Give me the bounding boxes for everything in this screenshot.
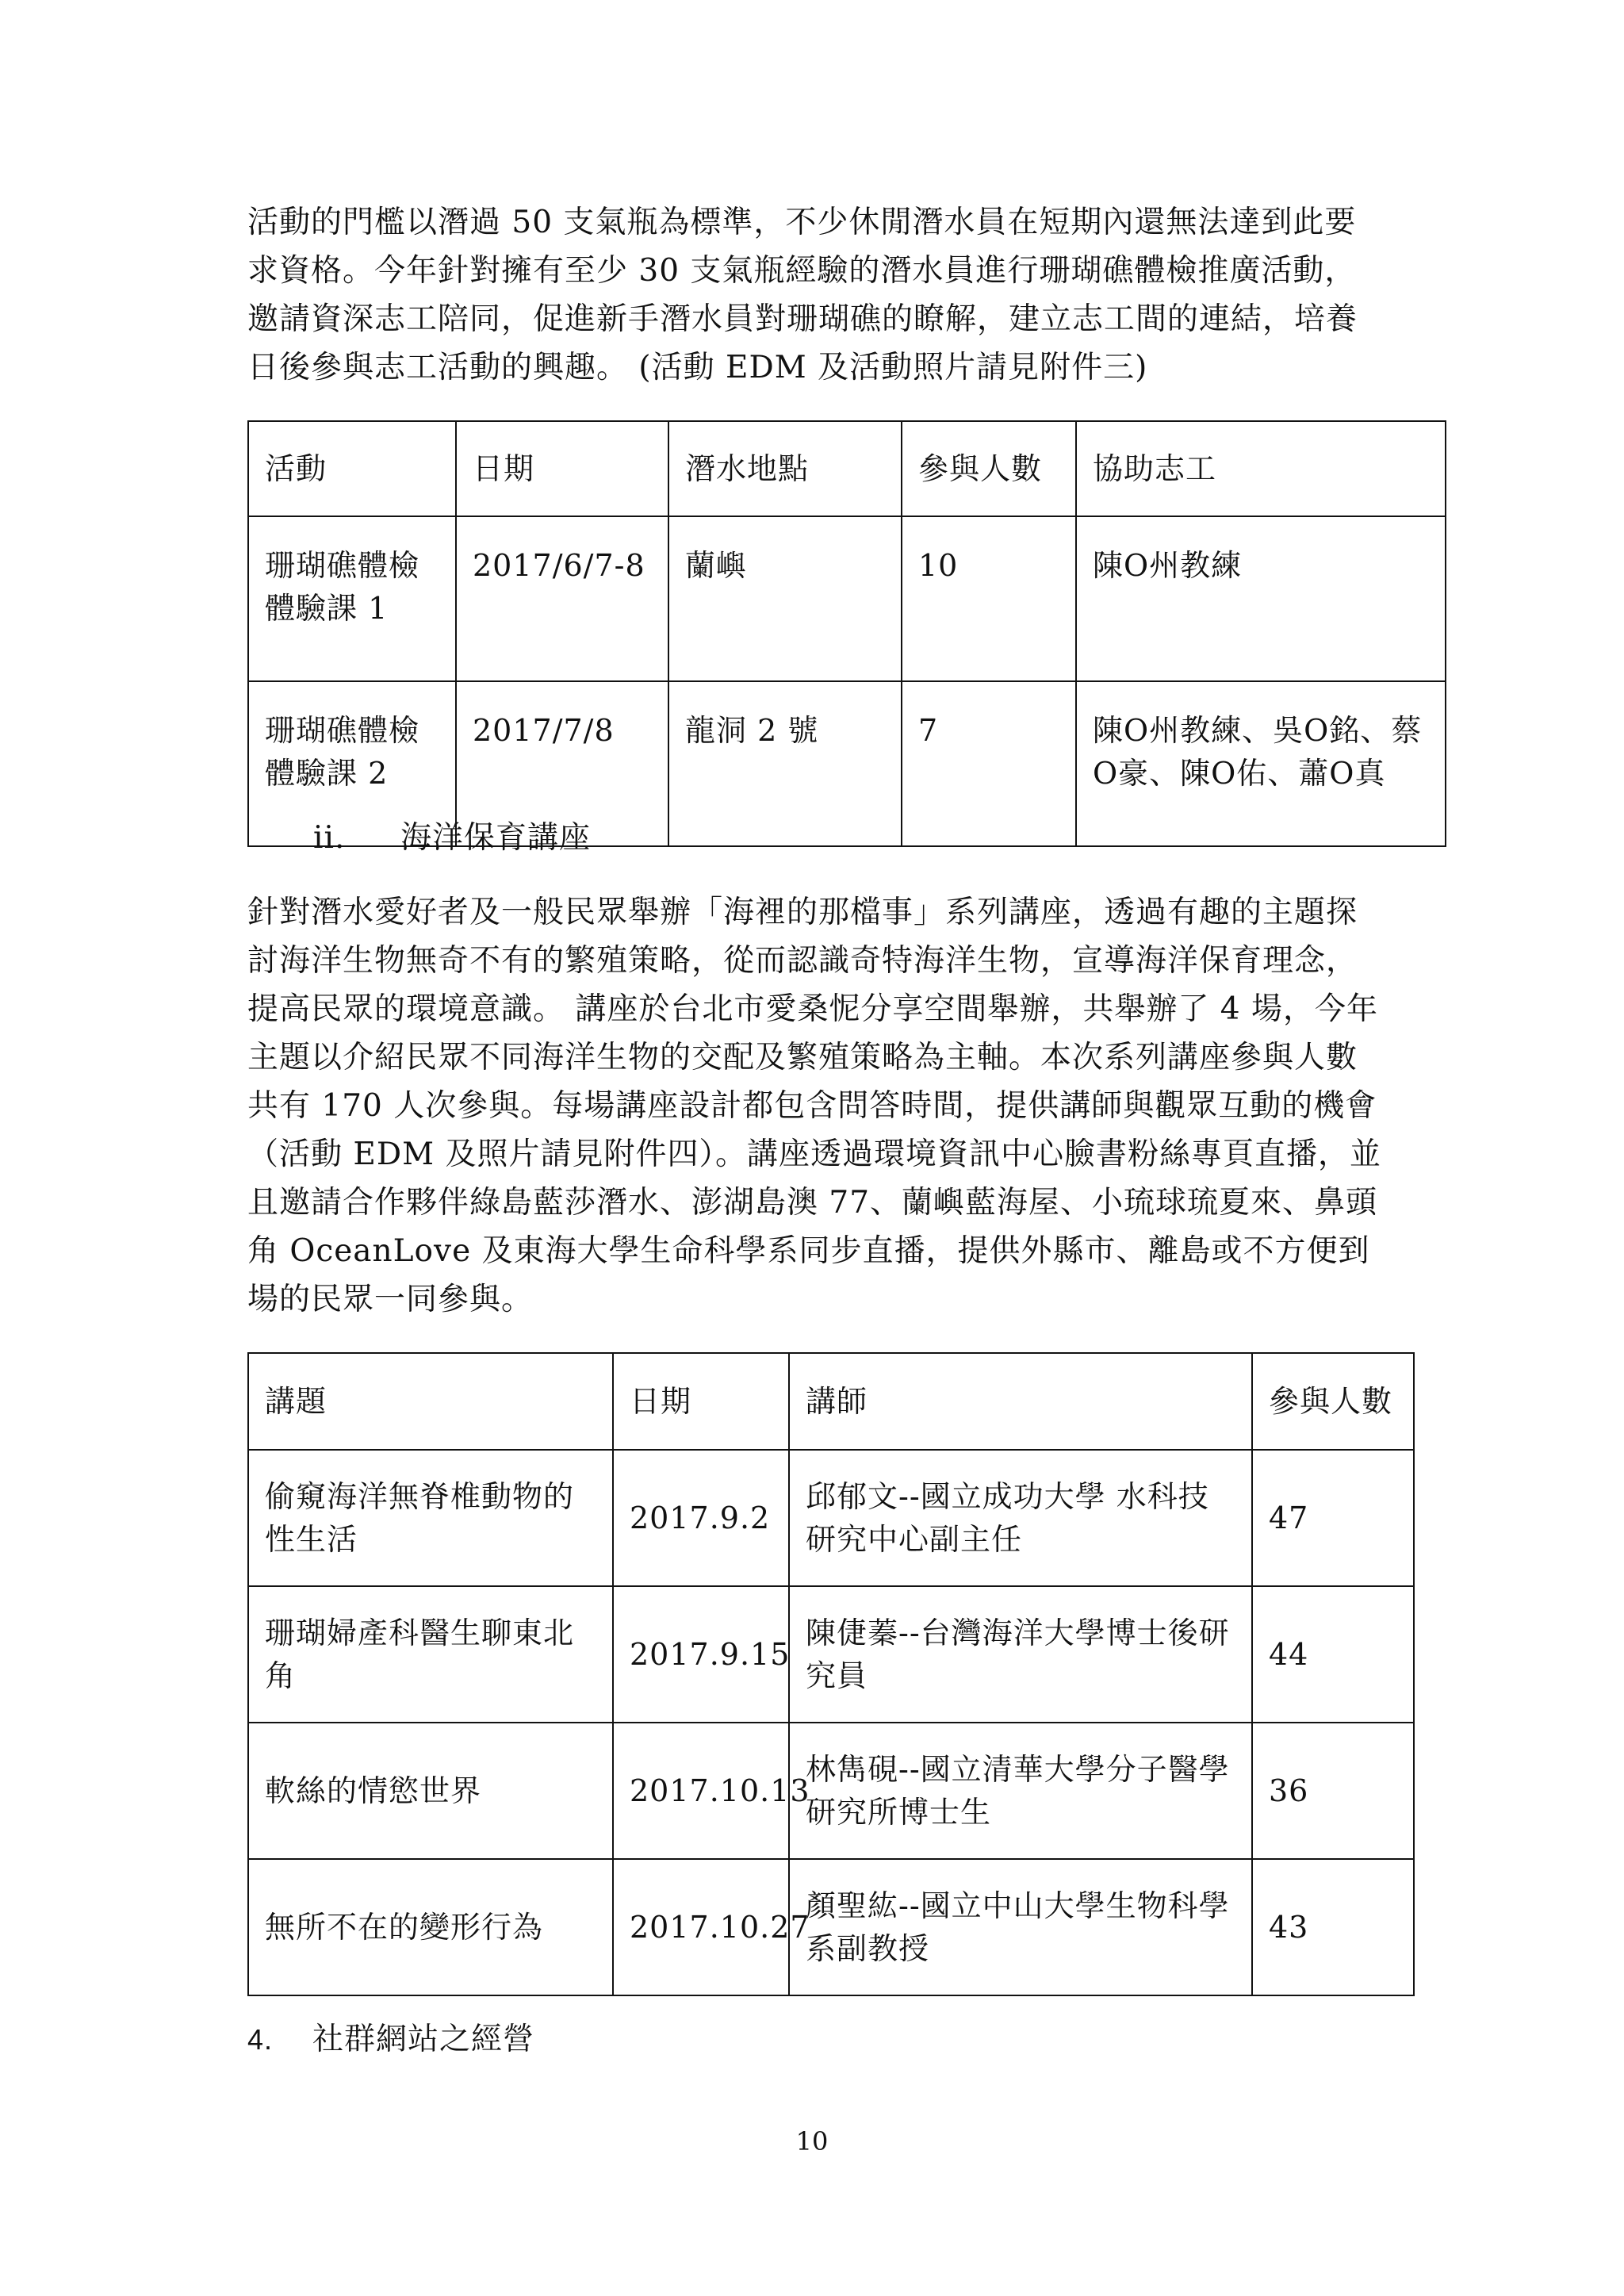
table-row [248,1723,1414,1859]
header-cell: 參與人數 [902,421,1076,516]
header-cell: 講師 [789,1353,1252,1450]
table-row [248,1859,1414,1995]
header-cell: 潛水地點 [668,421,902,516]
table-cell: 44 [1252,1586,1414,1723]
table-cell: 顏聖紘--國立中山大學生物科學系副教授 [789,1859,1252,1995]
header-cell: 日期 [613,1353,789,1450]
intro-paragraph: 活動的門檻以潛過 50 支氣瓶為標準，不少休閒潛水員在短期內還無法達到此要求資格。今年針對擁有至少 30 支氣瓶經驗的潛水員進行珊瑚礁體檢推廣活動，邀請資深志工陪同，促進新手潛水員對珊瑚礁的瞭解，建立志工間的連結，培養日後參與志工活動的興趣。 (活動 EDM 及活動照片請見附件三) [247,205,1358,385]
table-cell: 珊瑚婦產科醫生聊東北角 [248,1586,613,1723]
subsection-number: ii. [313,820,346,856]
table-cell: 陳O州教練 [1076,516,1446,681]
table-cell: 47 [1252,1450,1414,1586]
table-row [248,1586,1414,1723]
table-cell: 2017/7/8 [456,681,668,846]
header-cell: 活動 [248,421,456,516]
lecture-paragraph: 針對潛水愛好者及一般民眾舉辦「海裡的那檔事」系列講座，透過有趣的主題探討海洋生物無奇不有的繁殖策略，從而認識奇特海洋生物，宣導海洋保育理念，提高民眾的環境意識。 講座於台北市愛桑怩分享空間舉辦，共舉辦了 4 場，今年主題以介紹民眾不同海洋生物的交配及繁殖策略為主軸。本次系列講座參與人數共有 170 人次參與。每場講座設計都包含問答時間，提供講師與觀眾互動的機會（活動 EDM 及照片請見附件四）。講座透過環境資訊中心臉書粉絲專頁直播，並且邀請合作夥伴綠島藍莎潛水、澎湖島澳 77、蘭嶼藍海屋、小琉球琉夏來、鼻頭角 OceanLove 及東海大學生命科學系同步直播，提供外縣市、離島或不方便到場的民眾一同參與。 [247,895,1381,1317]
table-cell: 36 [1252,1723,1414,1859]
table-cell: 偷窺海洋無脊椎動物的性生活 [248,1450,613,1586]
table-cell: 邱郁文--國立成功大學 水科技研究中心副主任 [789,1450,1252,1586]
table-cell: 2017/6/7-8 [456,516,668,681]
table-cell: 珊瑚礁體檢體驗課 1 [248,516,456,681]
table-header-row [248,1353,1414,1450]
table-cell: 龍洞 2 號 [668,681,902,846]
table-cell: 2017.9.2 [613,1450,789,1586]
header-cell: 講題 [248,1353,613,1450]
table-cell: 2017.10.27 [613,1859,789,1995]
header-cell: 協助志工 [1076,421,1446,516]
table-cell: 珊瑚礁體檢體驗課 2 [248,681,456,846]
table-cell: 軟絲的情慾世界 [248,1723,613,1859]
subsection-heading [313,817,591,860]
subsection-title: 海洋保育講座 [400,820,592,856]
header-cell: 參與人數 [1252,1353,1414,1450]
table-cell: 10 [902,516,1076,681]
table-row [248,516,1446,681]
table-cell: 43 [1252,1859,1414,1995]
table-cell: 無所不在的變形行為 [248,1859,613,1995]
table-header-row [248,421,1446,516]
header-cell: 日期 [456,421,668,516]
table-cell: 陳O州教練、吳O銘、蔡O豪、陳O佑、蕭O真 [1076,681,1446,846]
table-cell: 7 [902,681,1076,846]
lectures-table [247,1352,1415,1996]
section-heading [247,2018,534,2061]
section-number: 4. [247,2023,274,2056]
page-number: 10 [795,2126,829,2156]
table-cell: 林雋硯--國立清華大學分子醫學研究所博士生 [789,1723,1252,1859]
table-row [248,1450,1414,1586]
activities-table [247,420,1446,847]
table-cell: 2017.10.13 [613,1723,789,1859]
table-cell: 2017.9.15 [613,1586,789,1723]
section-title: 社群網站之經營 [312,2022,535,2057]
table-cell: 蘭嶼 [668,516,902,681]
table-cell: 陳倢蓁--台灣海洋大學博士後研究員 [789,1586,1252,1723]
